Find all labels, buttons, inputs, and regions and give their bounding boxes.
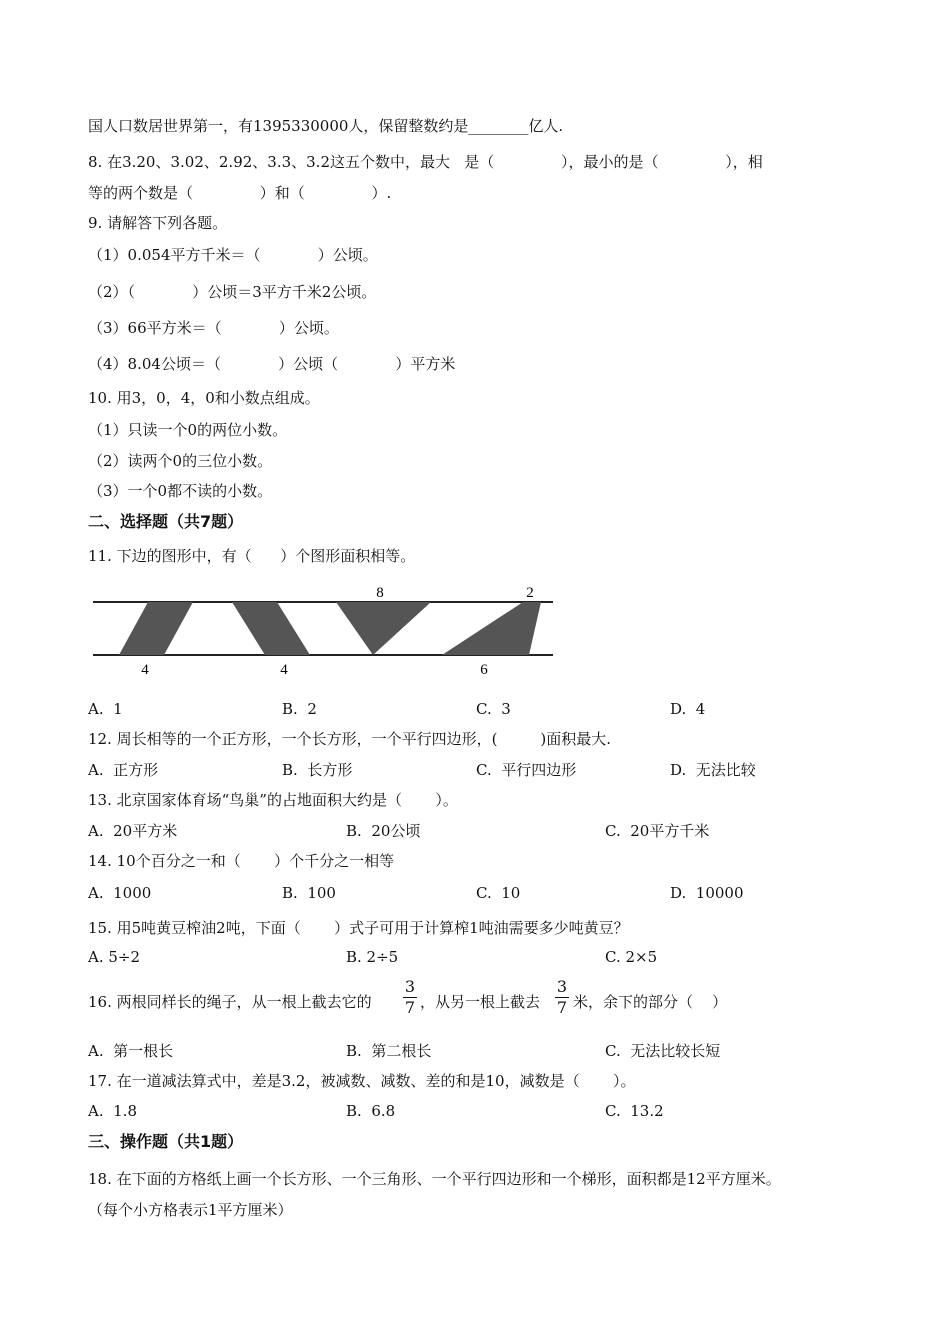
triangle-1 <box>336 602 431 655</box>
label-bottom-4b: 4 <box>280 662 288 678</box>
label-bottom-4a: 4 <box>141 662 149 678</box>
q17-option-c: C. 13.2 <box>605 1102 664 1120</box>
q11-option-d: D. 4 <box>670 700 706 718</box>
q12-option-b: B. 长方形 <box>282 761 353 779</box>
question-17: 17. 在一道减法算式中，差是3.2，被减数、减数、差的和是10，减数是（ ）。 <box>88 1072 636 1090</box>
label-bottom-6: 6 <box>480 662 488 678</box>
question-10: 10. 用3，0，4，0和小数点组成。 <box>88 389 320 407</box>
q12-option-d: D. 无法比较 <box>670 761 756 779</box>
q11-option-b: B. 2 <box>282 700 317 718</box>
q17-option-b: B. 6.8 <box>346 1102 396 1120</box>
parallelogram-1 <box>119 602 193 655</box>
label-top-2: 2 <box>526 585 534 601</box>
q15-option-b: B. 2÷5 <box>346 948 399 966</box>
question-10-2: （2）读两个0的三位小数。 <box>88 452 273 470</box>
question-14: 14. 10个百分之一和（ ）个千分之一相等 <box>88 852 395 870</box>
question-9-4: （4）8.04公顷＝（ ）公顷（ ）平方米 <box>88 355 456 373</box>
fraction-three-sevenths-2 <box>555 978 569 1017</box>
question-15: 15. 用5吨黄豆榨油2吨，下面（ ）式子可用于计算榨1吨油需要多少吨黄豆？ <box>88 919 629 937</box>
question-9-3: （3）66平方米＝（ ）公顷。 <box>88 319 339 337</box>
question-16-part2: ，从另一根上截去 <box>420 993 541 1011</box>
q12-option-c: C. 平行四边形 <box>476 761 577 779</box>
line-population: 国人口数居世界第一，有1395330000人，保留整数约是________亿人. <box>88 117 564 135</box>
section-operation-heading: 三、操作题（共1题） <box>88 1132 244 1151</box>
q14-option-d: D. 10000 <box>670 884 744 902</box>
q14-option-c: C. 10 <box>476 884 521 902</box>
q16-option-a: A. 第一根长 <box>88 1042 174 1060</box>
question-18-line2: （每个小方格表示1平方厘米） <box>88 1201 293 1219</box>
q17-option-a: A. 1.8 <box>88 1102 137 1120</box>
fraction-three-sevenths-1 <box>403 978 417 1017</box>
question-12: 12. 周长相等的一个正方形，一个长方形，一个平行四边形，( )面积最大. <box>88 730 612 748</box>
q16-option-b: B. 第二根长 <box>346 1042 432 1060</box>
q13-option-b: B. 20公顷 <box>346 822 421 840</box>
q13-option-a: A. 20平方米 <box>88 822 178 840</box>
question-9-1: （1）0.054平方千米＝（ ）公顷。 <box>88 246 378 264</box>
q11-option-c: C. 3 <box>476 700 511 718</box>
question-8-line1: 8. 在3.20、3.02、2.92、3.3、3.2这五个数中，最大 是（ ），最小的是（ ），相 <box>88 153 763 171</box>
q11-option-a: A. 1 <box>88 700 123 718</box>
triangle-2 <box>442 602 541 655</box>
area-figure <box>88 578 558 680</box>
question-10-1: （1）只读一个0的两位小数。 <box>88 421 288 439</box>
fraction-numerator: 3 <box>556 977 568 996</box>
label-top-8: 8 <box>376 585 384 601</box>
question-16-part1: 16. 两根同样长的绳子，从一根上截去它的 <box>88 993 372 1011</box>
question-9-2: （2）（ ）公顷＝3平方千米2公顷。 <box>88 283 377 301</box>
fraction-denominator: 7 <box>404 998 416 1017</box>
question-10-3: （3）一个0都不读的小数。 <box>88 482 273 500</box>
question-11: 11. 下边的图形中，有（ ）个图形面积相等。 <box>88 547 416 565</box>
q15-option-a: A. 5÷2 <box>88 948 141 966</box>
fraction-denominator: 7 <box>556 998 568 1017</box>
question-9: 9. 请解答下列各题。 <box>88 214 228 232</box>
question-16-part3: 米，余下的部分（ ） <box>573 993 728 1011</box>
q15-option-c: C. 2×5 <box>605 948 658 966</box>
parallelogram-2 <box>232 602 310 655</box>
question-13: 13. 北京国家体育场“鸟巢”的占地面积大约是（ ）。 <box>88 791 458 809</box>
question-8-line2: 等的两个数是（ ）和（ ）. <box>88 184 392 202</box>
q14-option-b: B. 100 <box>282 884 336 902</box>
q13-option-c: C. 20平方千米 <box>605 822 710 840</box>
fraction-numerator: 3 <box>404 977 416 996</box>
section-choice-heading: 二、选择题（共7题） <box>88 512 244 531</box>
question-18-line1: 18. 在下面的方格纸上画一个长方形、一个三角形、一个平行四边形和一个梯形，面积都是12平方厘米。 <box>88 1170 781 1188</box>
q14-option-a: A. 1000 <box>88 884 152 902</box>
q12-option-a: A. 正方形 <box>88 761 159 779</box>
q16-option-c: C. 无法比较长短 <box>605 1042 721 1060</box>
